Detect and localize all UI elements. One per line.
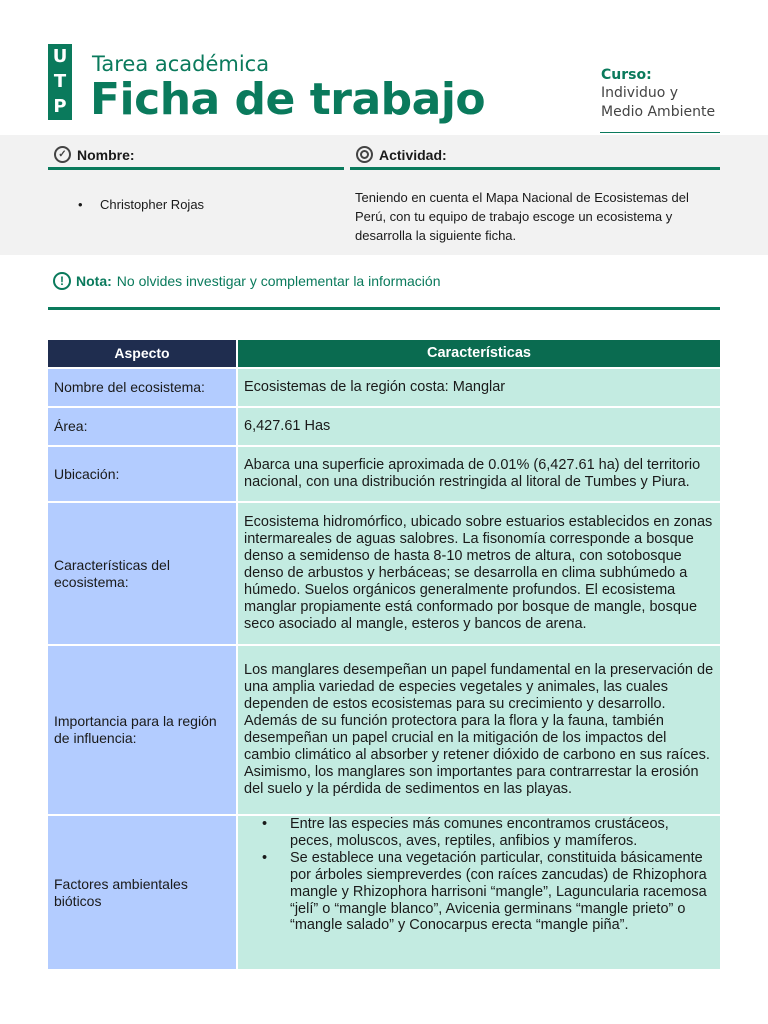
logo-letter-t: T [53, 71, 67, 92]
logo-letter-u: U [52, 46, 68, 67]
row-label: Características del ecosistema: [48, 503, 238, 644]
table-row [48, 367, 720, 406]
row-label: Importancia para la región de influencia: [48, 646, 238, 814]
nombre-value: • Christopher Rojas [78, 196, 204, 214]
row-label: Área: [48, 408, 238, 445]
course-info [601, 66, 715, 122]
bioticos-list [262, 816, 714, 934]
row-value: Abarca una superficie aproximada de 0.01% (6,427.61 ha) del territorio nacional, con una distribución restringida al litoral de Tumbes y Piura. [238, 447, 720, 501]
row-value: Los manglares desempeñan un papel fundamental en la preservación de una amplia variedad de especies vegetales y animales, las cuales dependen de estos ecosistemas para su crecimiento y desarrollo. Además de su función protectora para la flora y la fauna, también desempeñan un papel crucial en la mitigación de los impactos del cambio climático al absorber y retener dióxido de carbono en sus raíces. Asimismo, los manglares son importantes para contrarrestar la erosión del suelo y la pérdida de sedimentos en las playas. [238, 646, 720, 814]
list-item: • Entre las especies más comunes encontramos crustáceos, peces, moluscos, aves, reptiles, anfibios y mamíferos. [262, 816, 714, 850]
nombre-heading [48, 142, 344, 170]
ecosystem-table [48, 340, 720, 969]
table-row [48, 644, 720, 814]
header-divider [600, 132, 720, 133]
row-label: Ubicación: [48, 447, 238, 501]
nombre-label: Nombre: [77, 146, 135, 163]
nota-divider [48, 307, 720, 310]
list-item: • Se establece una vegetación particular, constituida básicamente por árboles siempreverdes (con raíces zancudas) de Rhizophora mangle y Rhizophora harrisoni “mangle”, Laguncularia racemosa “jelí” o “mangle blanco”, Avicenia germinans “mangle prieto” o “mangle salado” y Conocarpus erecta “mangle piña”. [262, 850, 714, 935]
nota-label: Nota: [76, 273, 112, 289]
table-row [48, 814, 720, 969]
page-title: Ficha de trabajo [90, 74, 486, 125]
check-circle-icon: ✓ [54, 146, 71, 163]
course-label: Curso: [601, 67, 652, 83]
row-label: Nombre del ecosistema: [48, 369, 238, 406]
actividad-heading [350, 142, 720, 170]
actividad-label: Actividad: [379, 146, 447, 163]
nota-line [53, 272, 440, 290]
page-subtitle: Tarea académica [92, 52, 270, 76]
table-row [48, 501, 720, 644]
course-name-line2: Medio Ambiente [601, 104, 716, 120]
alert-icon: ! [53, 272, 71, 290]
nombre-list [78, 196, 204, 214]
row-label: Factores ambientales bióticos [48, 816, 238, 969]
header-aspecto: Aspecto [48, 340, 238, 367]
course-name-line1: Individuo y [601, 85, 679, 101]
table-row [48, 406, 720, 445]
table-header-row [48, 340, 720, 367]
table-row [48, 445, 720, 501]
target-icon [356, 146, 373, 163]
header-caracteristicas: Características [238, 340, 720, 367]
row-value: Ecosistema hidromórfico, ubicado sobre estuarios establecidos en zonas intermareales de aguas salobres. La fisonomía corresponde a bosque denso a semidenso de hasta 8-10 metros de altura, con sotobosque denso de arbustos y herbáceas; se desarrolla en clima subhúmedo a húmedo. Suelos orgánicos generalmente profundos. El ecosistema manglar propiamente está conformado por bosque de mangle, bosque seco asociado al mangle, esteros y bancos de arena. [238, 503, 720, 644]
actividad-text: Teniendo en cuenta el Mapa Nacional de Ecosistemas del Perú, con tu equipo de trabajo escoge un ecosistema y desarrolla la siguiente ficha. [355, 190, 689, 243]
row-value: Ecosistemas de la región costa: Manglar [238, 369, 720, 406]
utp-logo [48, 44, 72, 120]
row-value: 6,427.61 Has [238, 408, 720, 445]
row-value [238, 816, 720, 969]
nota-text: No olvides investigar y complementar la información [116, 273, 441, 289]
logo-letter-p: P [53, 96, 67, 117]
